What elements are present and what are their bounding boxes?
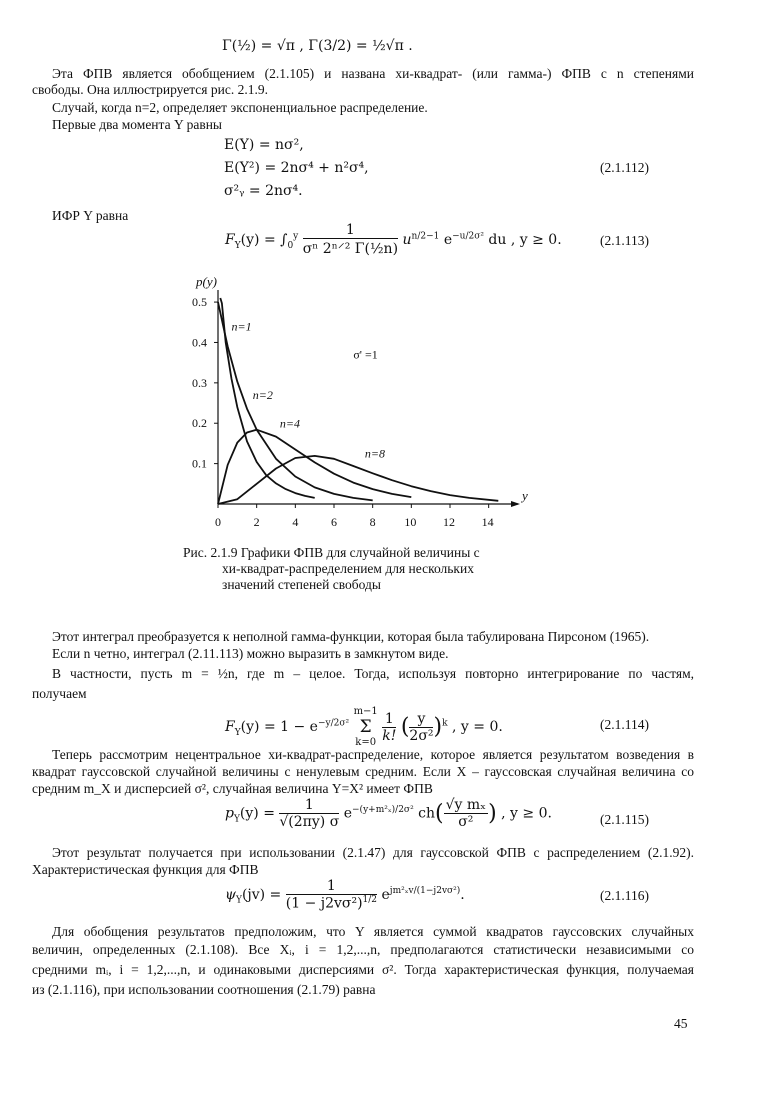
x-tick-label: 0	[215, 515, 221, 529]
x-tick-label: 6	[331, 515, 337, 529]
y-axis-label: p(y)	[196, 274, 217, 289]
gamma-half-formula: Γ(½) = √π , Γ(3/2) = ½√π .	[222, 38, 413, 54]
x-axis-arrow	[511, 501, 520, 507]
curve-label: n=2	[252, 388, 273, 402]
curve-label: n=4	[279, 416, 300, 431]
curve-label: n=8	[364, 446, 386, 461]
x-tick-label: 2	[253, 515, 260, 529]
paragraph-line: Эта ФПВ является обобщением (2.1.105) и названа хи-квадрат- (или гамма-) ФПВ с n степенями	[52, 66, 694, 81]
figure-caption-line: Рис. 2.1.9 Графики ФПВ для случайной величины с	[183, 545, 480, 560]
paragraph-line: Для обобщения результатов предположим, что Y является суммой квадратов гауссовских случайных	[52, 924, 694, 939]
y-tick-label: 0.4	[192, 335, 207, 350]
figure-caption-line: значений степеней свободы	[222, 577, 381, 592]
equation-number: (2.1.116)	[600, 888, 649, 903]
paragraph-line: из (2.1.116), при использовании соотношения (2.1.79) равна	[32, 982, 376, 997]
paragraph-line: величин, определенных (2.1.108). Все Xᵢ, i = 1,2,...,n, предполагаются статистически независимыми со	[32, 942, 694, 957]
paragraph-line: квадрат гауссовской случайной величины с ненулевым средним. Если X – гауссовская случайная величина со	[32, 764, 694, 779]
paragraph-line: Характеристическая функция для ФПВ	[32, 862, 259, 877]
paragraph-line: получаем	[32, 686, 87, 701]
paragraph-line: средним m_X и дисперсией σ², случайная величина Y=X² имеет ФПВ	[32, 781, 433, 796]
curve-label: n=1	[231, 319, 252, 334]
page-number: 45	[674, 1016, 688, 1031]
equation-number: (2.1.113)	[600, 233, 649, 248]
paragraph-line: Случай, когда n=2, определяет экспоненциальное распределение.	[52, 100, 428, 115]
y-tick-label: 0.5	[192, 295, 207, 310]
equation-number: (2.1.114)	[600, 717, 649, 732]
paragraph-line: Этот интеграл преобразуется к неполной гамма-функции, которая была табулирована Пирсоном (1965).	[52, 629, 650, 644]
x-axis-label: y	[522, 488, 528, 503]
paragraph-line: Теперь рассмотрим нецентральное хи-квадрат-распределение, которое является результатом возведения в	[52, 747, 694, 762]
characteristic-function-equation: $\psi_Y(jv)$ = $\frac{1}{(1 - j2v\sigma^2)^{1/2}}$ $e^{jm^2_xv/(1-j2v\sigma^2)}$.	[225, 878, 465, 912]
equation-number: (2.1.112)	[600, 160, 649, 175]
x-tick-label: 12	[443, 515, 455, 529]
pdf-curve-n8	[218, 456, 498, 504]
sigma-annotation: σ' =1	[353, 347, 378, 362]
variance-equation: σ²ᵧ = 2nσ⁴.	[224, 183, 303, 199]
paragraph-line: свободы. Она иллюстрируется рис. 2.1.9.	[32, 82, 268, 97]
paragraph-line: Если n четно, интеграл (2.11.113) можно выразить в замкнутом виде.	[52, 646, 449, 661]
paragraph-line: Первые два момента Y равны	[52, 117, 222, 132]
moment-mean-equation: E(Y) = nσ²,	[224, 137, 304, 153]
x-tick-label: 14	[481, 515, 494, 529]
noncentral-pdf-equation: $p_Y(y)$ = $\frac{1}{√(2\pi y) \sigma}$ $e^{-(y+m^2_x)/2\sigma^2}$ ch( $\frac{\text{√y mₓ}}{\text{σ²}}$ ) , y ≥ 0.	[225, 797, 552, 830]
moment-second-equation: E(Y²) = 2nσ⁴ + n²σ⁴,	[224, 160, 369, 176]
y-tick-label: 0.3	[192, 375, 207, 390]
equation-number: (2.1.115)	[600, 812, 649, 827]
x-tick-label: 8	[369, 515, 376, 529]
cdf-closed-form-equation: $F_Y(y) = 1 - e^{-y/2\sigma^2}$ m−1 Σ k=0 $\frac{1}{k!}$ ( $\frac{y}{\text{2σ²}}$ )$^k$ , y = 0.	[225, 706, 503, 748]
paragraph-line: средними mᵢ, i = 1,2,...,n, и одинаковыми дисперсиями σ². Тогда характеристическая функция, получаемая	[32, 962, 694, 977]
paragraph-line: Этот результат получается при использовании (2.1.47) для гауссовской ФПВ с распределением (2.1.92).	[52, 845, 694, 860]
paragraph-line: В частности, пусть m = ½n, где m – целое. Тогда, используя повторно интегрирование по частям,	[52, 666, 694, 681]
cdf-equation: $F_Y(y) = \int_0^y$ $\frac{1}{\text{σⁿ 2ⁿ⸍² Γ(½n)}}$ $u^{n/2-1}$ $e^{-u/2\sigma^2}$ du , y ≥ 0.	[225, 222, 562, 257]
cdf-label: ИФР Y равна	[52, 208, 129, 223]
chi-square-pdf-chart	[180, 262, 540, 532]
y-tick-label: 0.2	[192, 416, 207, 431]
figure-caption-line: хи-квадрат-распределением для нескольких	[222, 561, 474, 576]
y-tick-label: 0.1	[192, 456, 207, 471]
x-tick-label: 4	[292, 515, 299, 529]
x-tick-label: 10	[404, 515, 417, 529]
